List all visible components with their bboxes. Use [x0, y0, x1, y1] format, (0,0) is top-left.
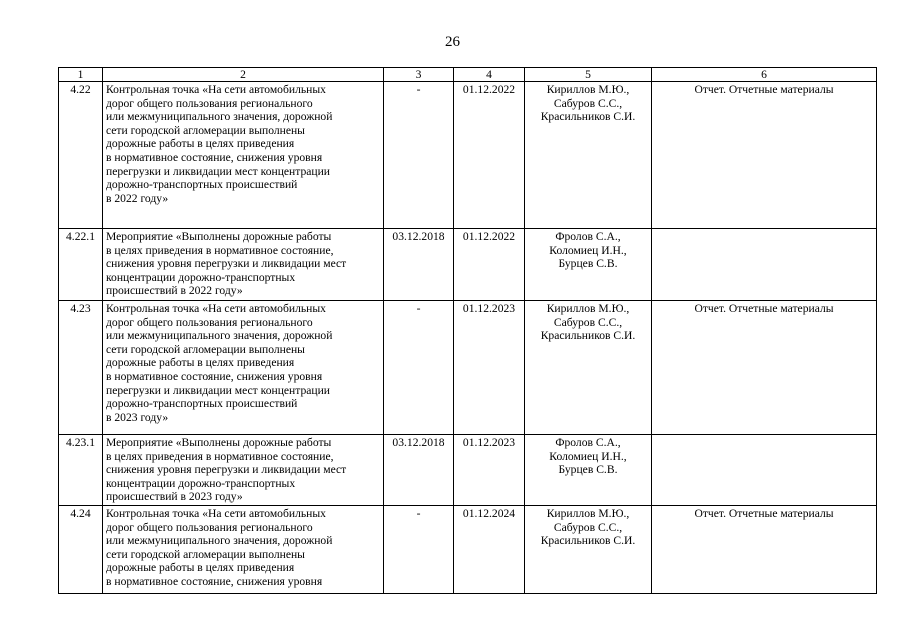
responsible-persons [525, 229, 652, 301]
description-line: дорожные работы в целях приведения [106, 137, 295, 151]
result-type: Отчет. Отчетные материалы [652, 82, 877, 229]
description-line: в 2023 году» [106, 410, 169, 424]
responsible-persons [525, 301, 652, 435]
page-number: 26 [445, 34, 460, 50]
description-line: Контрольная точка «На сети автомобильных [106, 507, 326, 520]
row-number: 4.23 [59, 301, 103, 435]
description-line: Контрольная точка «На сети автомобильных [106, 83, 326, 96]
end-date: 01.12.2022 [454, 82, 525, 229]
description-line: Мероприятие «Выполнены дорожные работы [106, 230, 332, 243]
description-line: перегрузки и ликвидации мест концентрации [106, 164, 331, 178]
col-header: 6 [652, 68, 877, 82]
row-description [103, 506, 384, 594]
result-type: Отчет. Отчетные материалы [652, 301, 877, 435]
schedule-table [58, 67, 877, 594]
responsible-name: Сабуров С.С., [553, 96, 623, 110]
responsible-name: Фролов С.А., [555, 436, 621, 449]
description-line: Контрольная точка «На сети автомобильных [106, 302, 326, 315]
responsible-persons [525, 435, 652, 506]
table-row [59, 435, 877, 506]
description-line: Мероприятие «Выполнены дорожные работы [106, 436, 332, 449]
description-line: в целях приведения в нормативное состояние, [106, 449, 334, 463]
responsible-persons [525, 506, 652, 594]
description-line: происшествий в 2022 году» [106, 284, 243, 298]
description-line: снижения уровня перегрузки и ликвидации мест [106, 257, 347, 271]
result-type [652, 229, 877, 301]
start-date: - [384, 82, 454, 229]
row-description [103, 301, 384, 435]
description-line: перегрузки и ликвидации мест концентрации [106, 383, 331, 397]
end-date: 01.12.2023 [454, 301, 525, 435]
description-line: в нормативное состояние, снижения уровня [106, 369, 323, 383]
description-line: дорожно-транспортных происшествий [106, 178, 298, 192]
col-header: 5 [525, 68, 652, 82]
responsible-name: Бурцев С.В. [558, 463, 618, 477]
result-type: Отчет. Отчетные материалы [652, 506, 877, 594]
responsible-name: Красильников С.И. [540, 110, 636, 124]
responsible-persons [525, 82, 652, 229]
table-body [59, 82, 877, 594]
table-row [59, 301, 877, 435]
col-header: 1 [59, 68, 103, 82]
responsible-name: Кириллов М.Ю., [546, 507, 630, 520]
responsible-name: Фролов С.А., [555, 230, 621, 243]
table-row [59, 229, 877, 301]
row-description [103, 435, 384, 506]
description-line: в целях приведения в нормативное состояние, [106, 243, 334, 257]
col-header: 3 [384, 68, 454, 82]
row-number: 4.24 [59, 506, 103, 594]
row-number: 4.23.1 [59, 435, 103, 506]
responsible-name: Кириллов М.Ю., [546, 83, 630, 96]
start-date: 03.12.2018 [384, 435, 454, 506]
description-line: происшествий в 2023 году» [106, 490, 243, 504]
description-line: или межмуниципального значения, дорожной [106, 534, 333, 548]
description-line: в нормативное состояние, снижения уровня [106, 574, 323, 588]
start-date: 03.12.2018 [384, 229, 454, 301]
responsible-name: Бурцев С.В. [558, 257, 618, 271]
end-date: 01.12.2023 [454, 435, 525, 506]
row-number: 4.22.1 [59, 229, 103, 301]
description-line: дорог общего пользования регионального [106, 96, 313, 110]
description-line: в 2022 году» [106, 191, 169, 205]
col-header: 4 [454, 68, 525, 82]
responsible-name: Красильников С.И. [540, 329, 636, 343]
description-line: сети городской агломерации выполнены [106, 547, 305, 561]
description-line: дорожные работы в целях приведения [106, 561, 295, 575]
row-number: 4.22 [59, 82, 103, 229]
description-line: дорожные работы в целях приведения [106, 356, 295, 370]
description-line: дорог общего пользования регионального [106, 315, 313, 329]
responsible-name: Коломиец И.Н., [549, 449, 627, 463]
description-line: в нормативное состояние, снижения уровня [106, 150, 323, 164]
table-row [59, 506, 877, 594]
description-line: сети городской агломерации выполнены [106, 123, 305, 137]
start-date: - [384, 301, 454, 435]
description-line: или межмуниципального значения, дорожной [106, 110, 333, 124]
result-type [652, 435, 877, 506]
responsible-name: Красильников С.И. [540, 534, 636, 548]
description-line: дорог общего пользования регионального [106, 520, 313, 534]
description-line: дорожно-транспортных происшествий [106, 397, 298, 411]
description-line: или межмуниципального значения, дорожной [106, 329, 333, 343]
header-row [59, 68, 877, 82]
col-header: 2 [103, 68, 384, 82]
end-date: 01.12.2022 [454, 229, 525, 301]
description-line: снижения уровня перегрузки и ликвидации мест [106, 463, 347, 477]
responsible-name: Сабуров С.С., [553, 315, 623, 329]
description-line: концентрации дорожно-транспортных [106, 476, 296, 490]
table-row [59, 82, 877, 229]
description-line: сети городской агломерации выполнены [106, 342, 305, 356]
row-description [103, 229, 384, 301]
responsible-name: Сабуров С.С., [553, 520, 623, 534]
end-date: 01.12.2024 [454, 506, 525, 594]
responsible-name: Кириллов М.Ю., [546, 302, 630, 315]
responsible-name: Коломиец И.Н., [549, 243, 627, 257]
row-description [103, 82, 384, 229]
start-date: - [384, 506, 454, 594]
description-line: концентрации дорожно-транспортных [106, 270, 296, 284]
